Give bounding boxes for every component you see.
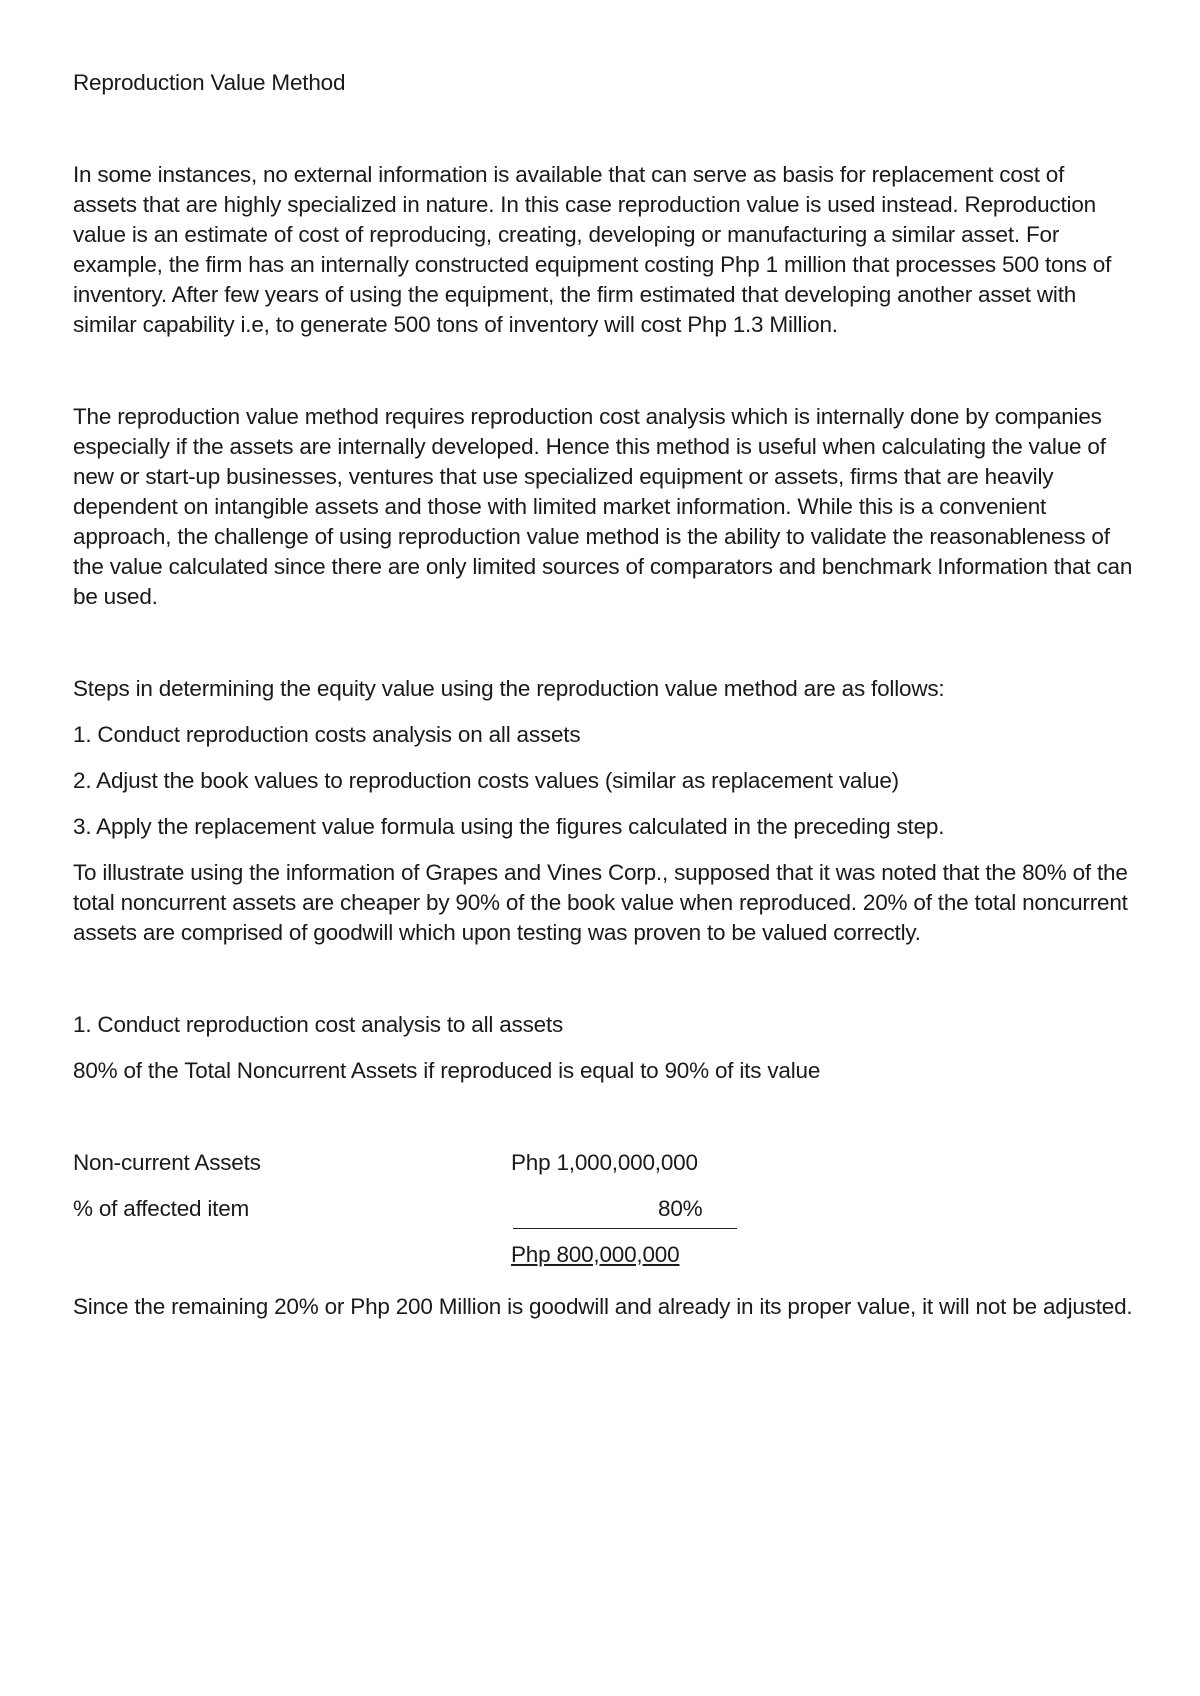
calculation-result: Php 800,000,000 [511,1242,680,1267]
closing-paragraph: Since the remaining 20% or Php 200 Million is goodwill and already in its proper value, it will not be adjusted. [73,1294,1133,1319]
noncurrent-assets-label: Non-current Assets [73,1150,261,1175]
step-item-3: 3. Apply the replacement value formula using the figures calculated in the preceding step. [73,814,945,839]
analysis-paragraph: The reproduction value method requires reproduction cost analysis which is internally done by companies especially if the assets are internally developed. Hence this method is useful when calculating the value of new or start-up businesses, ventures that use specialized equipment or assets, firms that are heavily dependent on intangible assets and those with limited market information. While this is a convenient approach, the challenge of using reproduction value method is the ability to validate the reasonableness of the value calculated since there are only limited sources of comparators and benchmark Information that can be used. [73,404,1133,609]
illustration-paragraph: To illustrate using the information of Grapes and Vines Corp., supposed that it was noted that the 80% of the total noncurrent assets are cheaper by 90% of the book value when reproduced. 20% of the total noncurrent assets are comprised of goodwill which upon testing was proven to be valued correctly. [73,860,1128,945]
step1-heading: 1. Conduct reproduction cost analysis to all assets [73,1012,564,1037]
step-item-1: 1. Conduct reproduction costs analysis on all assets [73,722,581,747]
noncurrent-assets-value: Php 1,000,000,000 [511,1150,698,1175]
affected-item-value: 80% [658,1196,703,1221]
calculation-table [73,1148,1133,1304]
affected-item-label: % of affected item [73,1196,250,1221]
steps-intro: Steps in determining the equity value using the reproduction value method are as follows: [73,676,945,701]
step-item-2: 2. Adjust the book values to reproduction costs values (similar as replacement value) [73,768,899,793]
document-title: Reproduction Value Method [73,70,346,95]
document-page [73,68,1133,1322]
intro-paragraph: In some instances, no external information is available that can serve as basis for replacement cost of assets that are highly specialized in nature. In this case reproduction value is used instead. Reproduction value is an estimate of cost of reproducing, creating, developing or manufacturing a similar asset. For example, the firm has an internally constructed equipment costing Php 1 million that processes 500 tons of inventory. After few years of using the equipment, the firm estimated that developing another asset with similar capability i.e, to generate 500 tons of inventory will cost Php 1.3 Million. [73,162,1112,337]
step1-text: 80% of the Total Noncurrent Assets if reproduced is equal to 90% of its value [73,1058,821,1083]
total-rule [513,1228,737,1229]
